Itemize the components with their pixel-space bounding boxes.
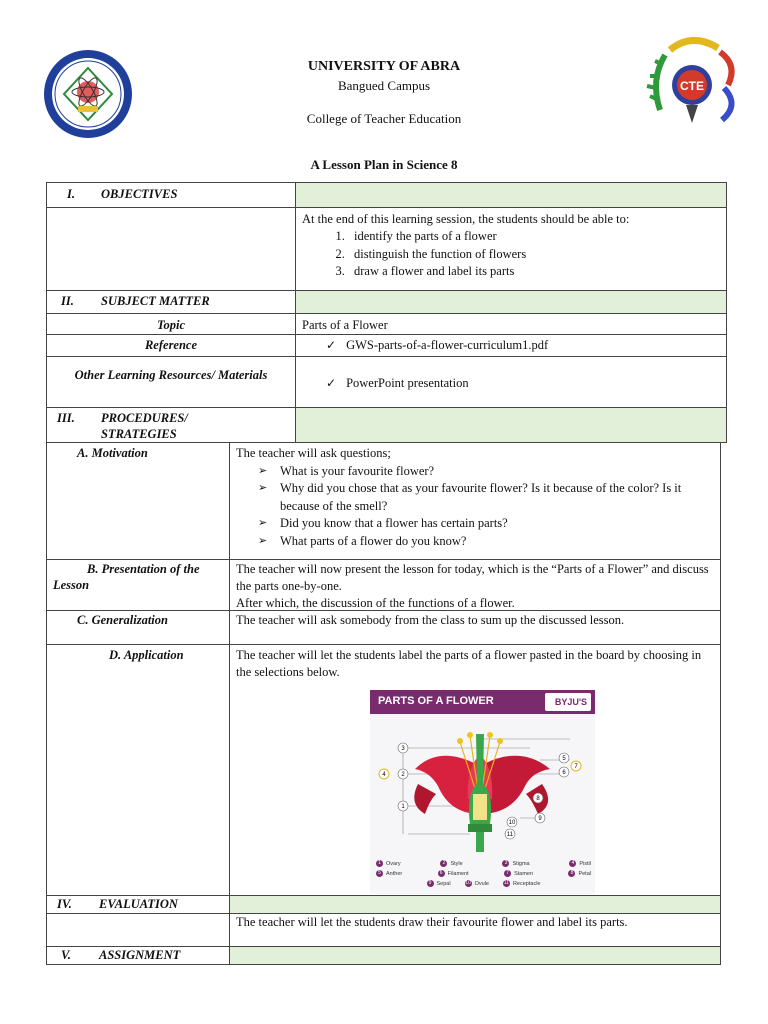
objectives-list — [302, 228, 722, 281]
legend-item: 3 Stigma — [502, 860, 529, 867]
objectives-content-cell — [295, 207, 727, 291]
assignment-heading: ASSIGNMENT — [99, 948, 181, 962]
procedures-number: III. — [57, 411, 75, 425]
generalization-text: The teacher will ask somebody from the class to sum up the discussed lesson. — [236, 613, 625, 627]
marker-9: 9 — [538, 816, 542, 822]
legend-item: 10 Ovule — [465, 880, 489, 887]
assignment-heading-cell — [46, 946, 230, 965]
subject-matter-fill-cell — [295, 290, 727, 314]
evaluation-heading-cell — [46, 895, 230, 914]
objectives-number: I. — [67, 187, 75, 201]
procedures-heading: PROCEDURES/ STRATEGIES — [101, 411, 188, 441]
legend-item: 9 Sepal — [427, 880, 451, 887]
reference-label-cell — [46, 334, 296, 357]
marker-8: 8 — [536, 796, 540, 802]
objectives-blank-cell — [46, 207, 296, 291]
evaluation-text: The teacher will let the students draw their favourite flower and label its parts. — [236, 915, 628, 929]
legend-item: 6 Filament — [438, 870, 469, 877]
generalization-label-cell — [46, 610, 230, 645]
legend-item: 1 Ovary — [376, 860, 401, 867]
topic-value: Parts of a Flower — [302, 318, 388, 332]
legend-item: 4 Pistil — [569, 860, 591, 867]
college-name: College of Teacher Education — [306, 111, 462, 126]
lesson-plan-title: A Lesson Plan in Science 8 — [310, 157, 458, 172]
resources-value-cell — [295, 356, 727, 408]
subject-matter-number: II. — [61, 294, 74, 308]
subject-matter-heading-cell — [46, 290, 296, 314]
objective-item: 3. draw a flower and label its parts — [348, 263, 722, 281]
university-name: UNIVERSITY OF ABRA — [307, 59, 461, 74]
question-item: ➢ What is your favourite flower? — [258, 463, 716, 481]
motivation-label: A. Motivation — [77, 446, 148, 460]
evaluation-heading: EVALUATION — [99, 897, 178, 911]
objectives-heading: OBJECTIVES — [101, 187, 178, 201]
evaluation-fill-cell — [229, 895, 721, 914]
procedures-fill-cell — [295, 407, 727, 443]
marker-2: 2 — [401, 772, 405, 778]
resources-label: Other Learning Resources/ Materials — [74, 368, 268, 382]
legend-item: 7 Stamen — [504, 870, 533, 877]
diagram-legend — [376, 860, 591, 887]
generalization-content-cell — [229, 610, 721, 645]
campus-name: Bangued Campus — [337, 78, 431, 93]
flower-illustration — [370, 714, 595, 854]
svg-text:CTE: CTE — [680, 79, 704, 93]
legend-item: 8 Petal — [568, 870, 591, 877]
assignment-number: V. — [61, 948, 71, 962]
reference-value-cell — [295, 334, 727, 357]
marker-10: 10 — [508, 820, 516, 826]
brand-name: BYJU'S — [554, 697, 587, 707]
objectives-intro: At the end of this learning session, the students should be able to: — [302, 212, 630, 226]
motivation-label-cell — [46, 442, 230, 560]
evaluation-number: IV. — [57, 897, 72, 911]
presentation-content-cell — [229, 559, 721, 611]
motivation-intro: The teacher will ask questions; — [236, 446, 391, 460]
objectives-fill-cell — [295, 182, 727, 208]
legend-item: 11 Receptacle — [503, 880, 541, 887]
reference-value: ✓ GWS-parts-of-a-flower-curriculum1.pdf — [326, 338, 548, 352]
presentation-label: B. Presentation of the Lesson — [53, 562, 200, 592]
diagram-title: PARTS OF A FLOWER — [378, 695, 494, 707]
marker-11: 11 — [506, 832, 514, 838]
brand-badge — [545, 693, 591, 711]
question-item: ➢ Why did you chose that as your favourite flower? Is it because of the color? Is it because of the smell? — [258, 480, 716, 515]
topic-value-cell — [295, 313, 727, 335]
presentation-text-2: After which, the discussion of the functions of a flower. — [236, 596, 515, 610]
motivation-content-cell — [229, 442, 721, 560]
parts-of-flower-diagram — [370, 690, 595, 894]
objective-item: 2. distinguish the function of flowers — [348, 246, 722, 264]
assignment-fill-cell — [229, 946, 721, 965]
resources-value: ✓ PowerPoint presentation — [326, 376, 469, 390]
marker-4: 4 — [382, 772, 386, 778]
objective-item: 1. identify the parts of a flower — [348, 228, 722, 246]
marker-5: 5 — [562, 756, 566, 762]
objectives-heading-cell — [46, 182, 296, 208]
motivation-questions — [236, 463, 716, 551]
question-item: ➢ What parts of a flower do you know? — [258, 533, 716, 551]
marker-1: 1 — [401, 804, 405, 810]
generalization-label: C. Generalization — [77, 613, 168, 627]
topic-label-cell — [46, 313, 296, 335]
topic-label: Topic — [156, 318, 185, 332]
marker-7: 7 — [574, 764, 578, 770]
legend-item: 2 Style — [440, 860, 462, 867]
subject-matter-heading: SUBJECT MATTER — [101, 294, 210, 308]
marker-6: 6 — [562, 770, 566, 776]
presentation-text: The teacher will now present the lesson for today, which is the “Parts of a Flower” and discuss the parts one-by-one. — [236, 562, 709, 593]
resources-label-cell — [46, 356, 296, 408]
presentation-label-cell — [46, 559, 230, 611]
evaluation-content-cell — [229, 913, 721, 947]
marker-3: 3 — [401, 746, 405, 752]
legend-item: 5 Anther — [376, 870, 402, 877]
procedures-heading-cell — [46, 407, 296, 443]
application-label-cell — [46, 644, 230, 896]
question-item: ➢ Did you know that a flower has certain parts? — [258, 515, 716, 533]
evaluation-blank-cell — [46, 913, 230, 947]
reference-label: Reference — [144, 338, 198, 352]
application-text: The teacher will let the students label the parts of a flower pasted in the board by choosing in the selections below. — [236, 648, 702, 679]
application-label: D. Application — [109, 648, 184, 662]
